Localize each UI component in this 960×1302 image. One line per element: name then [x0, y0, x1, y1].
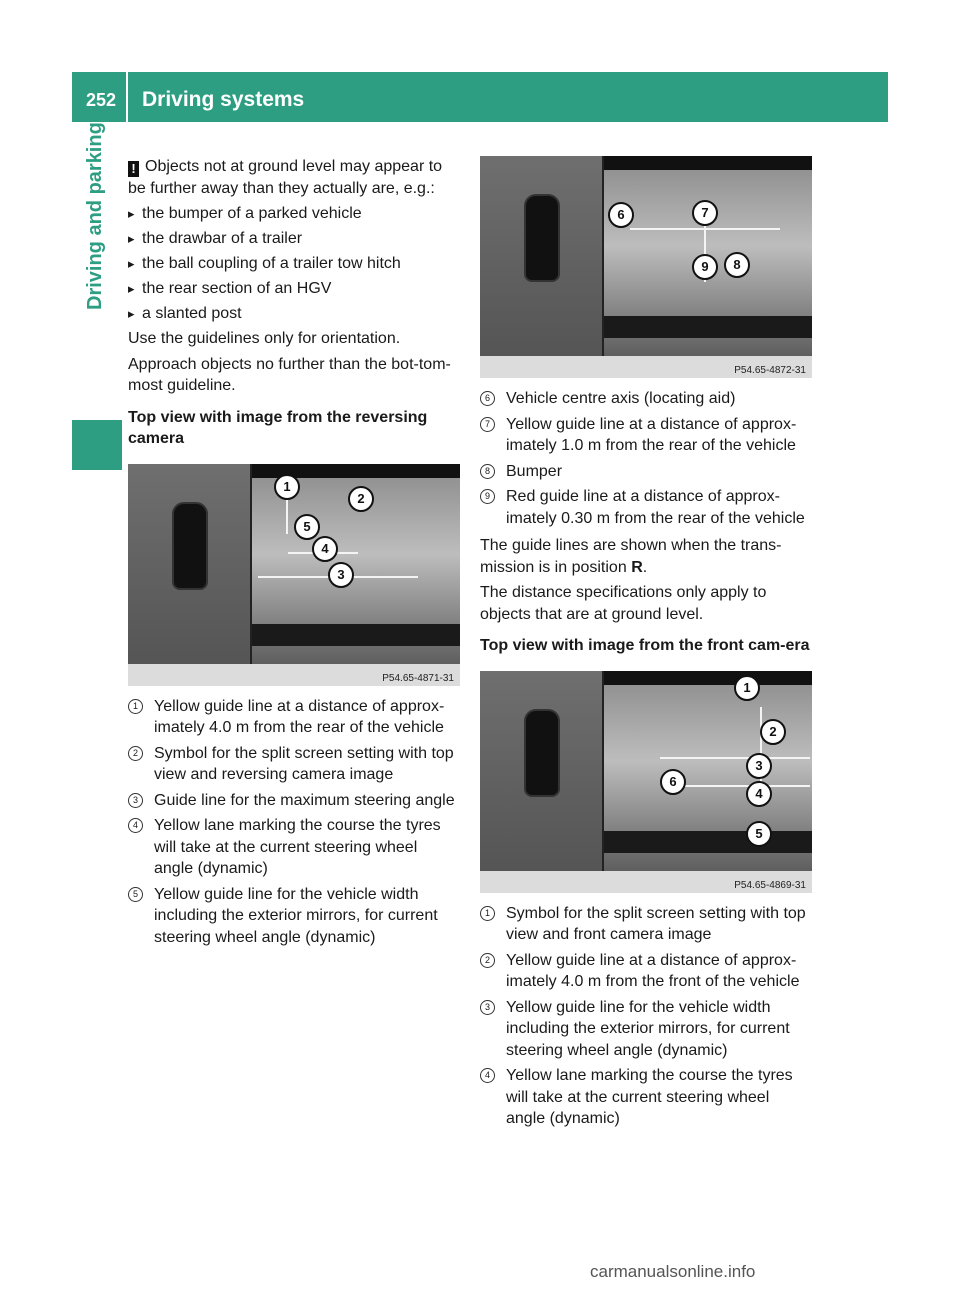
- legend-number: 2: [480, 953, 495, 968]
- vehicle-top-image: [524, 194, 560, 282]
- legend-item: [480, 486, 812, 529]
- list-item: ▸ the ball coupling of a trailer tow hitch: [128, 253, 460, 275]
- guidance-line-1: Use the guidelines only for orientation.: [128, 330, 401, 347]
- callout-4: 4: [746, 781, 772, 807]
- camera-top-bar: [604, 156, 812, 170]
- guide-line: [680, 785, 810, 787]
- guidance-line-2: Approach objects no further than the bot-tom-most guideline.: [128, 355, 451, 394]
- legend-text: Yellow guide line for the vehicle width including the exterior mirrors, for current steering wheel angle (dynamic): [154, 885, 438, 946]
- vehicle-top-image: [172, 502, 208, 590]
- list-item: ▸ the rear section of an HGV: [128, 278, 460, 300]
- legend-text: Symbol for the split screen setting with top view and reversing camera image: [154, 744, 454, 783]
- legend-text: Yellow guide line at a distance of approx-imately 4.0 m from the front of the vehicle: [506, 951, 800, 990]
- legend-text: Yellow lane marking the course the tyres will take at the current steering wheel angle (dynamic): [154, 817, 441, 877]
- chapter-side-tab: [72, 122, 118, 310]
- transmission-note: [480, 535, 812, 578]
- warning-icon: !: [128, 161, 139, 177]
- legend-item: [480, 997, 812, 1062]
- reversing-legend: [128, 696, 460, 949]
- legend-number: 2: [128, 746, 143, 761]
- legend-item: [480, 1065, 812, 1130]
- warning-text: Objects not at ground level may appear to be further away than they actually are, e.g.:: [128, 158, 443, 197]
- page-number: 252: [86, 90, 117, 110]
- legend-item: [128, 743, 460, 786]
- camera-top-bar: [604, 671, 812, 685]
- legend-number: 9: [480, 489, 495, 504]
- header-divider: [126, 72, 128, 122]
- legend-item: [480, 388, 812, 410]
- right-column: [480, 156, 812, 1136]
- reversing-close-figure: [480, 156, 812, 378]
- list-item: ▸ a slanted post: [128, 303, 460, 325]
- callout-7: 7: [692, 200, 718, 226]
- note-text: The guide lines are shown when the trans-mission is in position: [480, 537, 782, 576]
- callout-8: 8: [724, 252, 750, 278]
- callout-1: 1: [274, 474, 300, 500]
- legend-text: Guide line for the maximum steering angle: [154, 791, 455, 809]
- reversing-camera-heading: Top view with image from the reversing camera: [128, 408, 428, 447]
- reversing-camera-figure: [128, 464, 460, 686]
- callout-3: 3: [328, 562, 354, 588]
- reversing-close-legend: [480, 388, 812, 529]
- left-column: [128, 156, 460, 954]
- callout-9: 9: [692, 254, 718, 280]
- callout-5: 5: [294, 514, 320, 540]
- legend-text: Yellow guide line for the vehicle width including the exterior mirrors, for current steering wheel angle (dynamic): [506, 998, 790, 1059]
- callout-2: 2: [348, 486, 374, 512]
- legend-number: 1: [480, 906, 495, 921]
- callout-4: 4: [312, 536, 338, 562]
- legend-number: 4: [480, 1068, 495, 1083]
- site-watermark: carmanualsonline.info: [590, 1262, 756, 1281]
- gear-position: R: [631, 558, 643, 576]
- legend-number: 6: [480, 391, 495, 406]
- page-header: [72, 72, 888, 122]
- legend-number: 5: [128, 887, 143, 902]
- legend-text: Yellow lane marking the course the tyres will take at the current steering wheel angle (dynamic): [506, 1067, 793, 1127]
- chapter-marker-block: [72, 420, 122, 470]
- figure-code: P54.65-4869-31: [734, 879, 806, 891]
- legend-item: [128, 790, 460, 812]
- legend-text: Bumper: [506, 462, 563, 480]
- legend-item: [128, 884, 460, 949]
- figure-code: P54.65-4872-31: [734, 365, 806, 376]
- legend-text: Vehicle centre axis (locating aid): [506, 390, 736, 407]
- legend-number: 4: [128, 818, 143, 833]
- legend-number: 3: [480, 1000, 495, 1015]
- camera-bottom-bar: [252, 624, 460, 646]
- callout-3: 3: [746, 753, 772, 779]
- legend-item: [480, 461, 812, 483]
- note-punct: .: [642, 558, 648, 576]
- example-list: [128, 203, 460, 325]
- front-camera-figure: [480, 671, 812, 893]
- legend-number: 1: [128, 699, 143, 714]
- figure-code: P54.65-4871-31: [382, 672, 454, 684]
- callout-1: 1: [734, 675, 760, 701]
- legend-item: [480, 950, 812, 993]
- section-title: Driving systems: [142, 88, 305, 111]
- legend-text: Yellow guide line at a distance of approx-imately 4.0 m from the rear of the vehicle: [154, 697, 445, 736]
- guide-line: [660, 757, 810, 759]
- front-camera-heading: Top view with image from the front cam-era: [480, 637, 810, 654]
- legend-item: [128, 696, 460, 739]
- legend-text: Yellow guide line at a distance of approx-imately 1.0 m from the rear of the vehicle: [506, 415, 797, 454]
- distance-note: The distance specifications only apply to objects that are at ground level.: [480, 584, 767, 623]
- callout-2: 2: [760, 719, 786, 745]
- legend-number: 8: [480, 464, 495, 479]
- legend-text: Red guide line at a distance of approx-imately 0.30 m from the rear of the vehicle: [506, 488, 805, 527]
- list-item: ▸ the bumper of a parked vehicle: [128, 203, 460, 225]
- chapter-label: Driving and parking: [84, 122, 106, 310]
- callout-5: 5: [746, 821, 772, 847]
- legend-item: [480, 414, 812, 457]
- front-camera-legend: [480, 903, 812, 1130]
- warning-paragraph: [128, 156, 460, 199]
- guide-line: [286, 494, 288, 534]
- list-item: ▸ the drawbar of a trailer: [128, 228, 460, 250]
- camera-bottom-bar: [604, 831, 812, 853]
- legend-item: [128, 815, 460, 880]
- legend-item: [480, 903, 812, 946]
- legend-number: 3: [128, 793, 143, 808]
- callout-6: 6: [608, 202, 634, 228]
- vehicle-top-image: [524, 709, 560, 797]
- legend-number: 7: [480, 417, 495, 432]
- callout-6: 6: [660, 769, 686, 795]
- legend-text: Symbol for the split screen setting with top view and front camera image: [506, 904, 806, 943]
- camera-bottom-bar: [604, 316, 812, 338]
